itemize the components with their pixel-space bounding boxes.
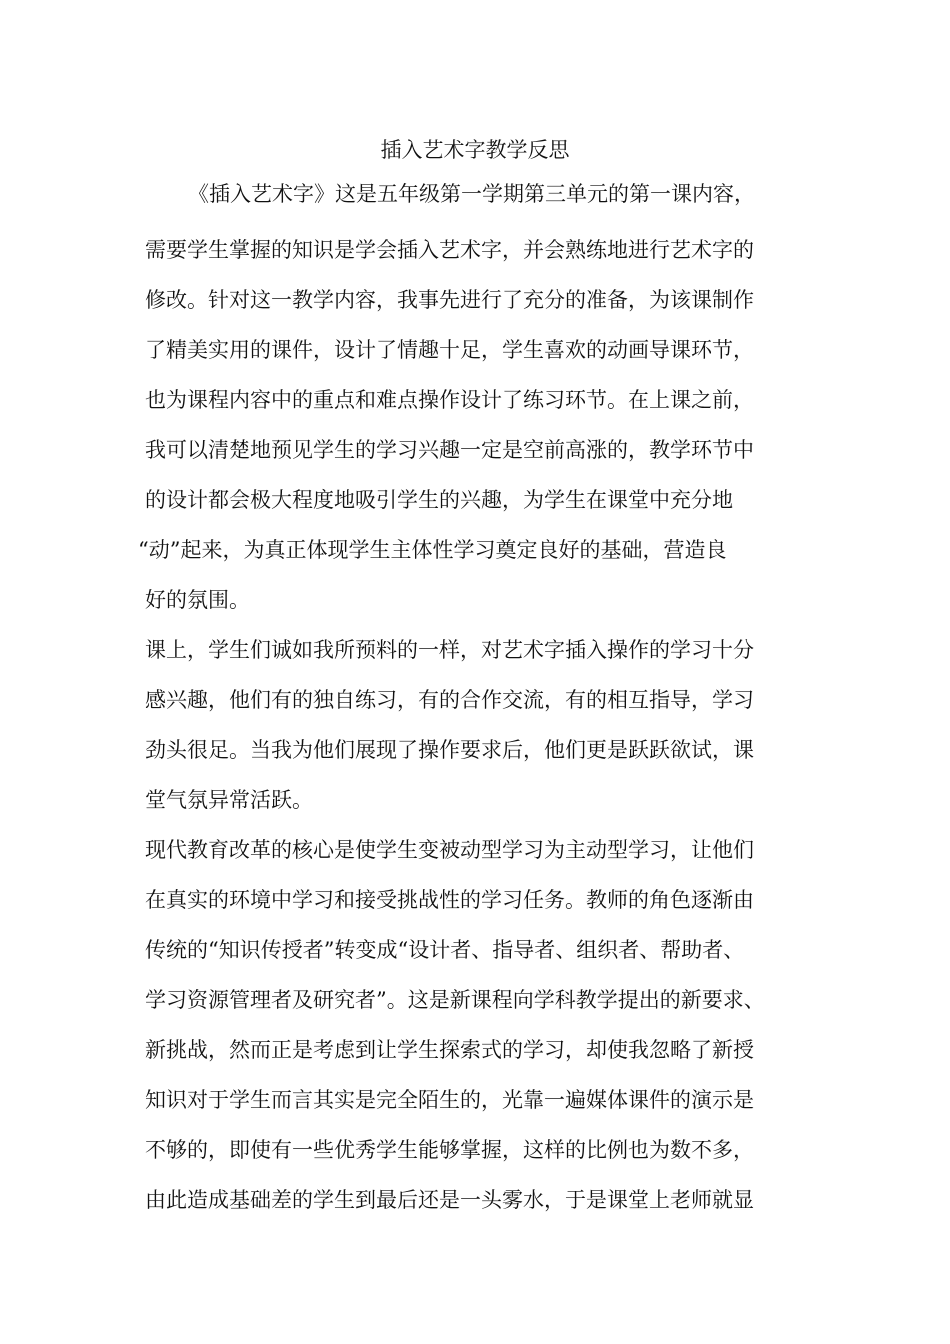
paragraph-line: 现代教育改革的核心是使学生变被动型学习为主动型学习，让他们	[145, 838, 754, 862]
paragraph-line: 课上，学生们诚如我所预料的一样，对艺术字插入操作的学习十分	[145, 638, 754, 662]
paragraph-line: “动”起来，为真正体现学生主体性学习奠定良好的基础，营造良	[138, 538, 727, 562]
paragraph-line: 感兴趣，他们有的独自练习，有的合作交流，有的相互指导，学习	[145, 688, 754, 712]
paragraph-line: 也为课程内容中的重点和难点操作设计了练习环节。在上课之前，	[145, 388, 754, 412]
document-title: 插入艺术字教学反思	[380, 138, 570, 162]
paragraph-line: 了精美实用的课件，设计了情趣十足，学生喜欢的动画导课环节，	[145, 338, 754, 362]
paragraph-line: 学习资源管理者及研究者”。这是新课程向学科教学提出的新要求、	[145, 988, 765, 1012]
paragraph-line: 传统的“知识传授者”转变成“设计者、指导者、组织者、帮助者、	[145, 938, 745, 962]
paragraph-line: 由此造成基础差的学生到最后还是一头雾水，于是课堂上老师就显	[145, 1188, 754, 1212]
paragraph-line: 劲头很足。当我为他们展现了操作要求后，他们更是跃跃欲试，课	[145, 738, 754, 762]
paragraph-line: 《插入艺术字》这是五年级第一学期第三单元的第一课内容，	[188, 182, 755, 206]
paragraph-line: 需要学生掌握的知识是学会插入艺术字，并会熟练地进行艺术字的	[145, 238, 754, 262]
paragraph-line: 好的氛围。	[145, 588, 250, 612]
paragraph-line: 知识对于学生而言其实是完全陌生的，光靠一遍媒体课件的演示是	[145, 1088, 754, 1112]
paragraph-line: 不够的，即使有一些优秀学生能够掌握，这样的比例也为数不多，	[145, 1138, 754, 1162]
paragraph-line: 堂气氛异常活跃。	[145, 788, 313, 812]
paragraph-line: 我可以清楚地预见学生的学习兴趣一定是空前高涨的，教学环节中	[145, 438, 754, 462]
paragraph-line: 的设计都会极大程度地吸引学生的兴趣，为学生在课堂中充分地	[145, 488, 733, 512]
paragraph-line: 新挑战，然而正是考虑到让学生探索式的学习，却使我忽略了新授	[145, 1038, 754, 1062]
paragraph-line: 修改。针对这一教学内容，我事先进行了充分的准备，为该课制作	[145, 288, 754, 312]
paragraph-line: 在真实的环境中学习和接受挑战性的学习任务。教师的角色逐渐由	[145, 888, 754, 912]
